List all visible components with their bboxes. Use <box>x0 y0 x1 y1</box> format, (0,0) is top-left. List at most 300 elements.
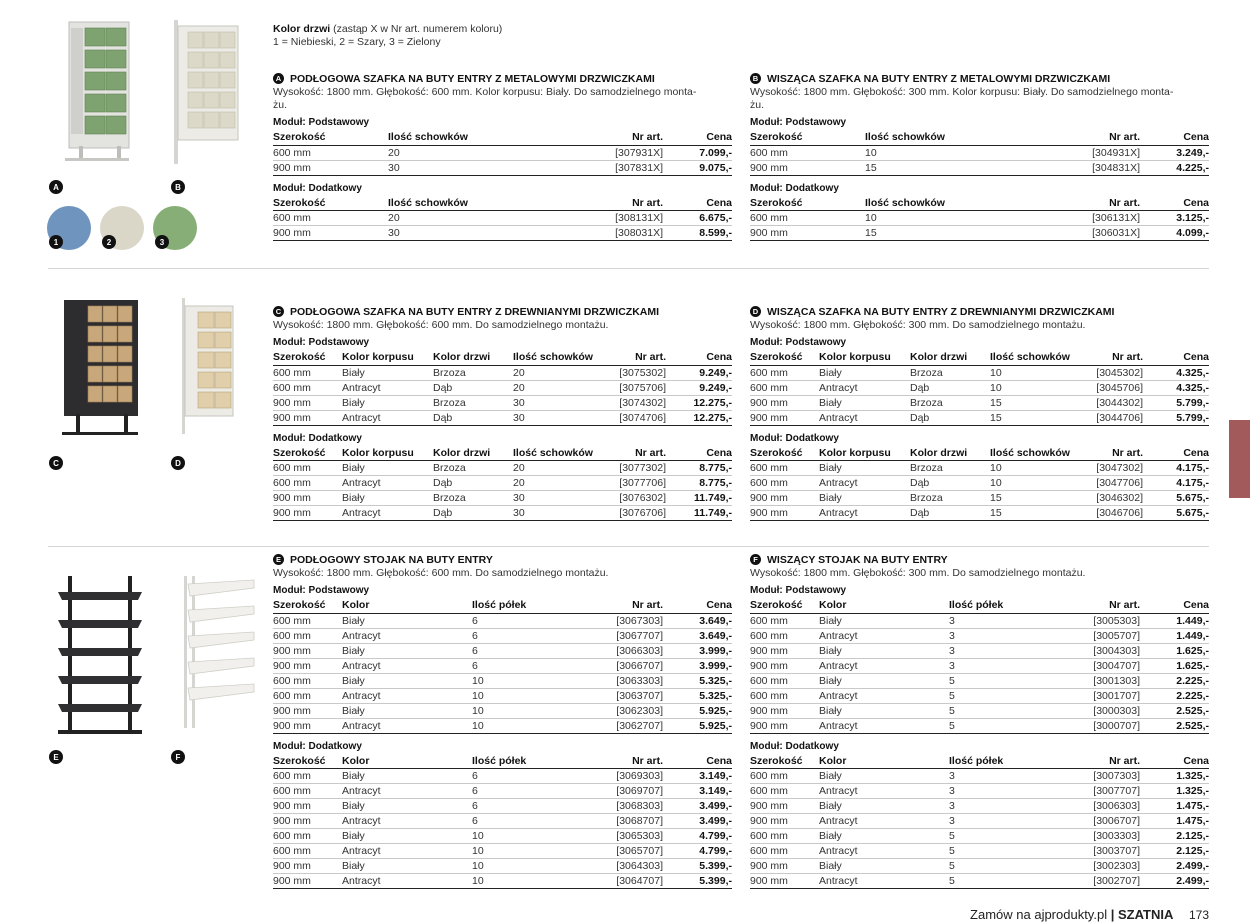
table-cell: 15 <box>865 160 1065 175</box>
column-header: Szerokość <box>750 754 819 769</box>
section-title-text: WISZĄCY STOJAK NA BUTY ENTRY <box>767 553 948 566</box>
article-number-cell: [3066303] <box>572 643 666 658</box>
table-cell: 600 mm <box>273 769 342 784</box>
table-cell: 3 <box>949 643 1049 658</box>
table-cell: Antracyt <box>819 814 949 829</box>
article-number-cell: [308131X] <box>588 211 666 226</box>
table-cell: 5 <box>949 688 1049 703</box>
table-row <box>750 829 1209 844</box>
footer-section: SZATNIA <box>1117 907 1174 922</box>
table-cell: 600 mm <box>273 211 388 226</box>
column-header: Kolor <box>342 598 472 613</box>
table-cell: 900 mm <box>750 703 819 718</box>
table-row <box>750 658 1209 673</box>
table-cell: Antracyt <box>342 410 433 425</box>
article-number-cell: [304831X] <box>1065 160 1143 175</box>
table-cell: 600 mm <box>750 461 819 476</box>
table-cell: Biały <box>819 395 910 410</box>
table-cell: Biały <box>342 769 472 784</box>
column-header: Nr art. <box>1084 446 1146 461</box>
column-header: Kolor drzwi <box>433 350 513 365</box>
section-d <box>750 305 1210 521</box>
table-cell: 600 mm <box>273 145 388 160</box>
column-header: Ilość schowków <box>865 196 1065 211</box>
image-badge-a: A <box>49 180 63 194</box>
price-table <box>750 598 1209 734</box>
column-header: Ilość schowków <box>388 130 588 145</box>
article-number-cell: [3001303] <box>1049 673 1143 688</box>
price-cell: 5.399,- <box>666 859 732 874</box>
article-number-cell: [3005707] <box>1049 628 1143 643</box>
article-number-cell: [3066707] <box>572 658 666 673</box>
module-label: Moduł: Dodatkowy <box>750 740 839 752</box>
table-cell: 900 mm <box>273 658 342 673</box>
table-cell: Biały <box>342 365 433 380</box>
article-number-cell: [3074302] <box>607 395 669 410</box>
article-number-cell: [3076706] <box>607 506 669 521</box>
column-header: Ilość półek <box>949 754 1049 769</box>
column-header: Cena <box>666 130 732 145</box>
article-number-cell: [3068707] <box>572 814 666 829</box>
column-header: Ilość schowków <box>990 350 1084 365</box>
table-cell: Brzoza <box>910 365 990 380</box>
section-description: Wysokość: 1800 mm. Głębokość: 300 mm. Kolor korpusu: Biały. Do samodzielnego monta- żu. <box>750 86 1174 111</box>
table-cell: 900 mm <box>750 718 819 733</box>
table-row <box>273 506 732 521</box>
price-cell: 2.225,- <box>1143 673 1209 688</box>
table-row <box>750 145 1209 160</box>
chapter-tab <box>1229 420 1250 498</box>
table-cell: Antracyt <box>819 844 949 859</box>
table-cell: Antracyt <box>342 844 472 859</box>
product-image-d <box>176 296 238 436</box>
column-header: Cena <box>666 754 732 769</box>
column-header: Cena <box>669 350 732 365</box>
article-number-cell: [3045706] <box>1084 380 1146 395</box>
price-cell: 9.075,- <box>666 160 732 175</box>
table-cell: 600 mm <box>750 380 819 395</box>
table-cell: 900 mm <box>750 874 819 889</box>
section-description: Wysokość: 1800 mm. Głębokość: 600 mm. Do samodzielnego montażu. <box>273 319 609 331</box>
column-header: Kolor <box>342 754 472 769</box>
table-cell: Biały <box>342 673 472 688</box>
table-cell: 900 mm <box>750 643 819 658</box>
column-header: Szerokość <box>750 446 819 461</box>
price-cell: 8.599,- <box>666 226 732 241</box>
column-header: Ilość schowków <box>990 446 1084 461</box>
section-letter-badge: E <box>273 554 284 565</box>
price-cell: 4.799,- <box>666 844 732 859</box>
price-cell: 5.925,- <box>666 718 732 733</box>
table-cell: 3 <box>949 814 1049 829</box>
price-cell: 5.799,- <box>1146 410 1209 425</box>
column-header: Szerokość <box>273 446 342 461</box>
section-b <box>750 72 1210 241</box>
column-header: Cena <box>666 598 732 613</box>
section-title-text: PODŁOGOWA SZAFKA NA BUTY ENTRY Z METALOWYMI DRZWICZKAMI <box>290 72 655 85</box>
column-header: Cena <box>1143 598 1209 613</box>
article-number-cell: [3047302] <box>1084 461 1146 476</box>
table-cell: 30 <box>513 506 607 521</box>
article-number-cell: [3062303] <box>572 703 666 718</box>
article-number-cell: [3046706] <box>1084 506 1146 521</box>
price-cell: 9.249,- <box>669 365 732 380</box>
table-row <box>273 769 732 784</box>
table-cell: 10 <box>472 718 572 733</box>
table-cell: Biały <box>342 703 472 718</box>
table-cell: 900 mm <box>750 814 819 829</box>
table-cell: 20 <box>513 476 607 491</box>
article-number-cell: [3075706] <box>607 380 669 395</box>
price-cell: 1.475,- <box>1143 799 1209 814</box>
section-description: Wysokość: 1800 mm. Głębokość: 300 mm. Do samodzielnego montażu. <box>750 319 1086 331</box>
table-cell: 5 <box>949 703 1049 718</box>
price-cell: 2.525,- <box>1143 703 1209 718</box>
section-title-text: WISZĄCA SZAFKA NA BUTY ENTRY Z DREWNIANYMI DRZWICZKAMI <box>767 305 1115 318</box>
table-cell: 5 <box>949 844 1049 859</box>
table-row <box>273 784 732 799</box>
table-cell: 900 mm <box>750 226 865 241</box>
table-row <box>750 799 1209 814</box>
column-header: Kolor drzwi <box>910 350 990 365</box>
section-c <box>273 305 733 521</box>
table-cell: Antracyt <box>819 506 910 521</box>
price-cell: 7.099,- <box>666 145 732 160</box>
price-cell: 3.649,- <box>666 613 732 628</box>
article-number-cell: [3069303] <box>572 769 666 784</box>
table-row <box>273 461 732 476</box>
table-cell: 600 mm <box>273 844 342 859</box>
column-header: Nr art. <box>607 350 669 365</box>
price-table <box>273 754 732 890</box>
table-cell: Antracyt <box>819 410 910 425</box>
article-number-cell: [3062707] <box>572 718 666 733</box>
table-cell: 900 mm <box>273 491 342 506</box>
column-header: Nr art. <box>607 446 669 461</box>
price-cell: 5.925,- <box>666 703 732 718</box>
column-header: Ilość schowków <box>388 196 588 211</box>
table-cell: Dąb <box>433 476 513 491</box>
price-cell: 3.499,- <box>666 799 732 814</box>
price-cell: 2.525,- <box>1143 718 1209 733</box>
table-cell: 20 <box>513 365 607 380</box>
article-number-cell: [307931X] <box>588 145 666 160</box>
table-row <box>273 844 732 859</box>
table-cell: 3 <box>949 628 1049 643</box>
section-title <box>750 72 1210 85</box>
column-header: Kolor korpusu <box>342 350 433 365</box>
table-cell: 5 <box>949 874 1049 889</box>
price-cell: 3.499,- <box>666 814 732 829</box>
article-number-cell: [3006707] <box>1049 814 1143 829</box>
table-row <box>750 769 1209 784</box>
article-number-cell: [304931X] <box>1065 145 1143 160</box>
table-row <box>750 688 1209 703</box>
table-cell: 900 mm <box>750 658 819 673</box>
section-title <box>273 72 733 85</box>
table-cell: Biały <box>819 769 949 784</box>
column-header: Ilość półek <box>949 598 1049 613</box>
footer-link[interactable]: Zamów na ajprodukty.pl <box>970 907 1108 922</box>
price-cell: 3.649,- <box>666 628 732 643</box>
table-row <box>273 211 732 226</box>
table-cell: Brzoza <box>910 461 990 476</box>
table-row <box>273 673 732 688</box>
table-cell: Biały <box>819 673 949 688</box>
section-title-text: WISZĄCA SZAFKA NA BUTY ENTRY Z METALOWYMI DRZWICZKAMI <box>767 72 1111 85</box>
article-number-cell: [306031X] <box>1065 226 1143 241</box>
table-row <box>273 476 732 491</box>
module-label: Moduł: Dodatkowy <box>273 432 362 444</box>
section-letter-badge: F <box>750 554 761 565</box>
table-cell: Antracyt <box>819 874 949 889</box>
section-title <box>273 305 733 318</box>
article-number-cell: [3044706] <box>1084 410 1146 425</box>
table-cell: Dąb <box>910 410 990 425</box>
price-cell: 11.749,- <box>669 491 732 506</box>
price-table <box>273 350 732 426</box>
table-row <box>273 658 732 673</box>
table-header-row <box>750 130 1209 145</box>
article-number-cell: [3003303] <box>1049 829 1143 844</box>
price-table <box>273 130 732 176</box>
table-cell: 5 <box>949 673 1049 688</box>
price-table <box>750 130 1209 176</box>
column-header: Nr art. <box>588 130 666 145</box>
price-cell: 2.125,- <box>1143 844 1209 859</box>
table-cell: 3 <box>949 799 1049 814</box>
column-header: Ilość półek <box>472 598 572 613</box>
table-row <box>750 476 1209 491</box>
table-row <box>273 380 732 395</box>
table-cell: 6 <box>472 814 572 829</box>
table-cell: 900 mm <box>750 506 819 521</box>
module-label: Moduł: Dodatkowy <box>273 740 362 752</box>
table-cell: Dąb <box>910 380 990 395</box>
column-header: Kolor <box>819 754 949 769</box>
table-cell: 900 mm <box>273 814 342 829</box>
table-cell: 900 mm <box>273 226 388 241</box>
column-header: Cena <box>1146 446 1209 461</box>
article-number-cell: [3069707] <box>572 784 666 799</box>
article-number-cell: [3007707] <box>1049 784 1143 799</box>
table-cell: 600 mm <box>750 211 865 226</box>
price-cell: 8.775,- <box>669 461 732 476</box>
article-number-cell: [3046302] <box>1084 491 1146 506</box>
table-cell: Antracyt <box>342 476 433 491</box>
price-cell: 2.499,- <box>1143 874 1209 889</box>
column-header: Szerokość <box>273 196 388 211</box>
table-cell: 10 <box>865 145 1065 160</box>
table-row <box>273 829 732 844</box>
price-cell: 1.475,- <box>1143 814 1209 829</box>
article-number-cell: [3002303] <box>1049 859 1143 874</box>
price-table <box>750 350 1209 426</box>
article-number-cell: [3068303] <box>572 799 666 814</box>
table-row <box>750 395 1209 410</box>
table-row <box>273 859 732 874</box>
price-cell: 5.399,- <box>666 874 732 889</box>
price-cell: 4.175,- <box>1146 461 1209 476</box>
table-cell: 10 <box>472 844 572 859</box>
product-image-a <box>55 18 145 166</box>
article-number-cell: [3065303] <box>572 829 666 844</box>
table-cell: 15 <box>990 491 1084 506</box>
price-cell: 4.099,- <box>1143 226 1209 241</box>
table-header-row <box>273 130 732 145</box>
table-cell: 10 <box>472 829 572 844</box>
column-header: Nr art. <box>1065 196 1143 211</box>
table-cell: 6 <box>472 613 572 628</box>
module-label: Moduł: Dodatkowy <box>273 182 362 194</box>
table-cell: 3 <box>949 613 1049 628</box>
article-number-cell: [3044302] <box>1084 395 1146 410</box>
column-header: Kolor drzwi <box>433 446 513 461</box>
product-image-e <box>54 574 146 738</box>
door-color-hint: (zastąp X w Nr art. numerem koloru) <box>330 23 503 35</box>
table-row <box>750 814 1209 829</box>
table-header-row <box>273 446 732 461</box>
table-cell: 10 <box>990 476 1084 491</box>
table-row <box>750 226 1209 241</box>
article-number-cell: [3077706] <box>607 476 669 491</box>
table-cell: Biały <box>342 395 433 410</box>
table-cell: 6 <box>472 658 572 673</box>
price-table <box>750 196 1209 242</box>
table-cell: 600 mm <box>750 613 819 628</box>
table-cell: Biały <box>819 643 949 658</box>
table-cell: 10 <box>472 874 572 889</box>
article-number-cell: [3003707] <box>1049 844 1143 859</box>
price-cell: 5.799,- <box>1146 395 1209 410</box>
column-header: Cena <box>1146 350 1209 365</box>
section-divider <box>48 546 1209 547</box>
table-cell: Antracyt <box>342 658 472 673</box>
section-title <box>750 553 1210 566</box>
table-row <box>750 613 1209 628</box>
table-cell: Brzoza <box>910 395 990 410</box>
price-cell: 4.225,- <box>1143 160 1209 175</box>
column-header: Szerokość <box>750 598 819 613</box>
table-cell: Biały <box>342 613 472 628</box>
column-header: Ilość schowków <box>513 446 607 461</box>
table-cell: Biały <box>342 491 433 506</box>
article-number-cell: [306131X] <box>1065 211 1143 226</box>
column-header: Nr art. <box>1049 598 1143 613</box>
table-cell: 600 mm <box>750 829 819 844</box>
price-cell: 4.325,- <box>1146 380 1209 395</box>
table-row <box>750 859 1209 874</box>
table-cell: 600 mm <box>750 784 819 799</box>
swatch-number-1: 1 <box>49 235 63 249</box>
table-cell: 600 mm <box>273 380 342 395</box>
table-cell: Biały <box>342 643 472 658</box>
price-cell: 1.325,- <box>1143 769 1209 784</box>
table-row <box>750 211 1209 226</box>
page-number: 173 <box>1188 908 1209 922</box>
table-row <box>273 718 732 733</box>
table-cell: 15 <box>990 410 1084 425</box>
price-cell: 2.225,- <box>1143 688 1209 703</box>
price-table <box>750 446 1209 522</box>
table-cell: 900 mm <box>750 799 819 814</box>
price-cell: 5.675,- <box>1146 491 1209 506</box>
table-cell: 600 mm <box>750 673 819 688</box>
image-badge-d: D <box>171 456 185 470</box>
table-cell: 900 mm <box>750 395 819 410</box>
table-cell: 600 mm <box>750 628 819 643</box>
section-e <box>273 553 733 889</box>
article-number-cell: [3007303] <box>1049 769 1143 784</box>
table-cell: 900 mm <box>750 160 865 175</box>
table-cell: 900 mm <box>273 643 342 658</box>
table-cell: 30 <box>513 491 607 506</box>
table-cell: Biały <box>342 829 472 844</box>
table-cell: Brzoza <box>433 395 513 410</box>
table-cell: Biały <box>342 461 433 476</box>
table-row <box>273 703 732 718</box>
column-header: Ilość schowków <box>513 350 607 365</box>
section-letter-badge: D <box>750 306 761 317</box>
column-header: Cena <box>1143 196 1209 211</box>
article-number-cell: [3076302] <box>607 491 669 506</box>
price-cell: 5.325,- <box>666 673 732 688</box>
table-cell: 30 <box>388 226 588 241</box>
article-number-cell: [3005303] <box>1049 613 1143 628</box>
table-header-row <box>750 446 1209 461</box>
column-header: Szerokość <box>750 130 865 145</box>
price-cell: 2.125,- <box>1143 829 1209 844</box>
table-cell: 6 <box>472 799 572 814</box>
module-label: Moduł: Dodatkowy <box>750 432 839 444</box>
section-description: Wysokość: 1800 mm. Głębokość: 300 mm. Do samodzielnego montażu. <box>750 567 1086 579</box>
table-cell: 600 mm <box>273 673 342 688</box>
table-cell: 30 <box>388 160 588 175</box>
image-badge-e: E <box>49 750 63 764</box>
column-header: Nr art. <box>1084 350 1146 365</box>
table-cell: 20 <box>513 461 607 476</box>
table-cell: 20 <box>388 145 588 160</box>
table-cell: Antracyt <box>819 688 949 703</box>
column-header: Nr art. <box>572 598 666 613</box>
product-image-b <box>166 18 246 166</box>
price-cell: 1.449,- <box>1143 613 1209 628</box>
price-cell: 3.999,- <box>666 643 732 658</box>
table-cell: Antracyt <box>342 718 472 733</box>
table-cell: Biały <box>819 491 910 506</box>
table-cell: Antracyt <box>342 784 472 799</box>
article-number-cell: [3000303] <box>1049 703 1143 718</box>
table-cell: 10 <box>472 673 572 688</box>
table-cell: 10 <box>990 380 1084 395</box>
table-row <box>273 160 732 175</box>
price-cell: 8.775,- <box>669 476 732 491</box>
table-cell: 5 <box>949 829 1049 844</box>
table-cell: 900 mm <box>273 703 342 718</box>
table-cell: Dąb <box>433 380 513 395</box>
table-cell: 20 <box>388 211 588 226</box>
table-cell: 3 <box>949 769 1049 784</box>
table-cell: 600 mm <box>273 613 342 628</box>
table-cell: 600 mm <box>273 461 342 476</box>
article-number-cell: [3067707] <box>572 628 666 643</box>
table-row <box>273 410 732 425</box>
column-header: Kolor korpusu <box>342 446 433 461</box>
table-cell: Antracyt <box>819 628 949 643</box>
article-number-cell: [3001707] <box>1049 688 1143 703</box>
table-cell: 600 mm <box>750 476 819 491</box>
table-cell: 15 <box>990 506 1084 521</box>
